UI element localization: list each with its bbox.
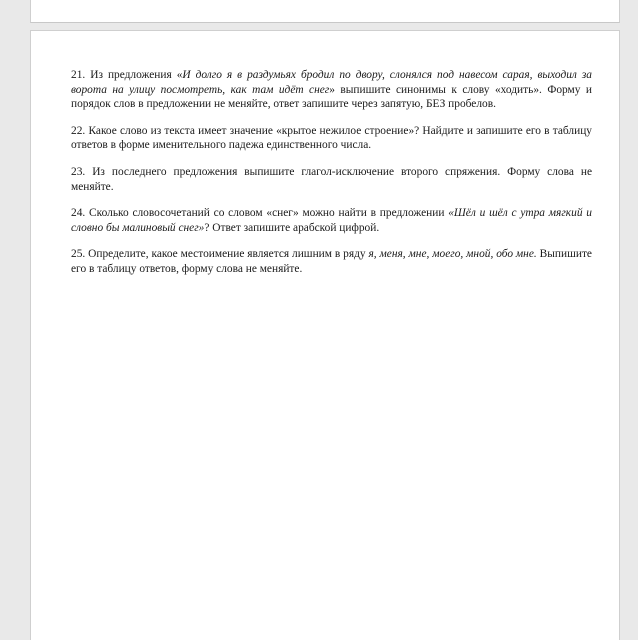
question-text: Из последнего предложения выпишите глагол-исключение второго спряжения. Форму слова не меняйте. [71,165,592,193]
question-quote: И долго я в раздумьях бродил по двору, слонялся под навесом сарая, выходил за ворота на улицу посмотреть, как там идёт снег [71,69,593,96]
question-text: Определите, какое местоимение является лишним в ряду [85,248,369,261]
question-number: 22. [71,124,86,137]
question-25 [71,247,592,276]
question-number: 24. [71,207,86,220]
question-22 [71,124,592,153]
question-text: Какое слово из текста имеет значение «крытое нежилое строение»? Найдите и запишите его в таблицу ответов в форме именительного падежа единственного числа. [71,124,592,152]
question-text: Из предложения « [85,69,183,81]
question-word-list: я, меня, мне, моего, мной, обо мне. [368,248,537,261]
question-23 [71,165,592,194]
question-quote: «Шёл и шёл с утра мягкий и словно бы малиновый снег» [71,207,592,234]
page-content [71,68,592,289]
question-text: Выпишите его в таблицу ответов, форму слова не меняйте. [71,248,592,275]
question-24 [71,206,592,235]
question-number: 25. [71,248,86,261]
document-page [30,30,620,640]
question-number: 23. [71,165,86,178]
previous-page-bottom [30,0,620,23]
question-number: 21. [71,69,86,81]
question-text: ? Ответ запишите арабской цифрой. [204,221,380,234]
question-text: Сколько словосочетаний со словом «снег» можно найти в предложении [85,207,449,220]
question-21 [71,68,592,112]
question-text: » выпишите синонимы к слову «ходить». Форму и порядок слов в предложении не меняйте, ответ запишите через запятую, БЕЗ пробелов. [71,83,592,111]
